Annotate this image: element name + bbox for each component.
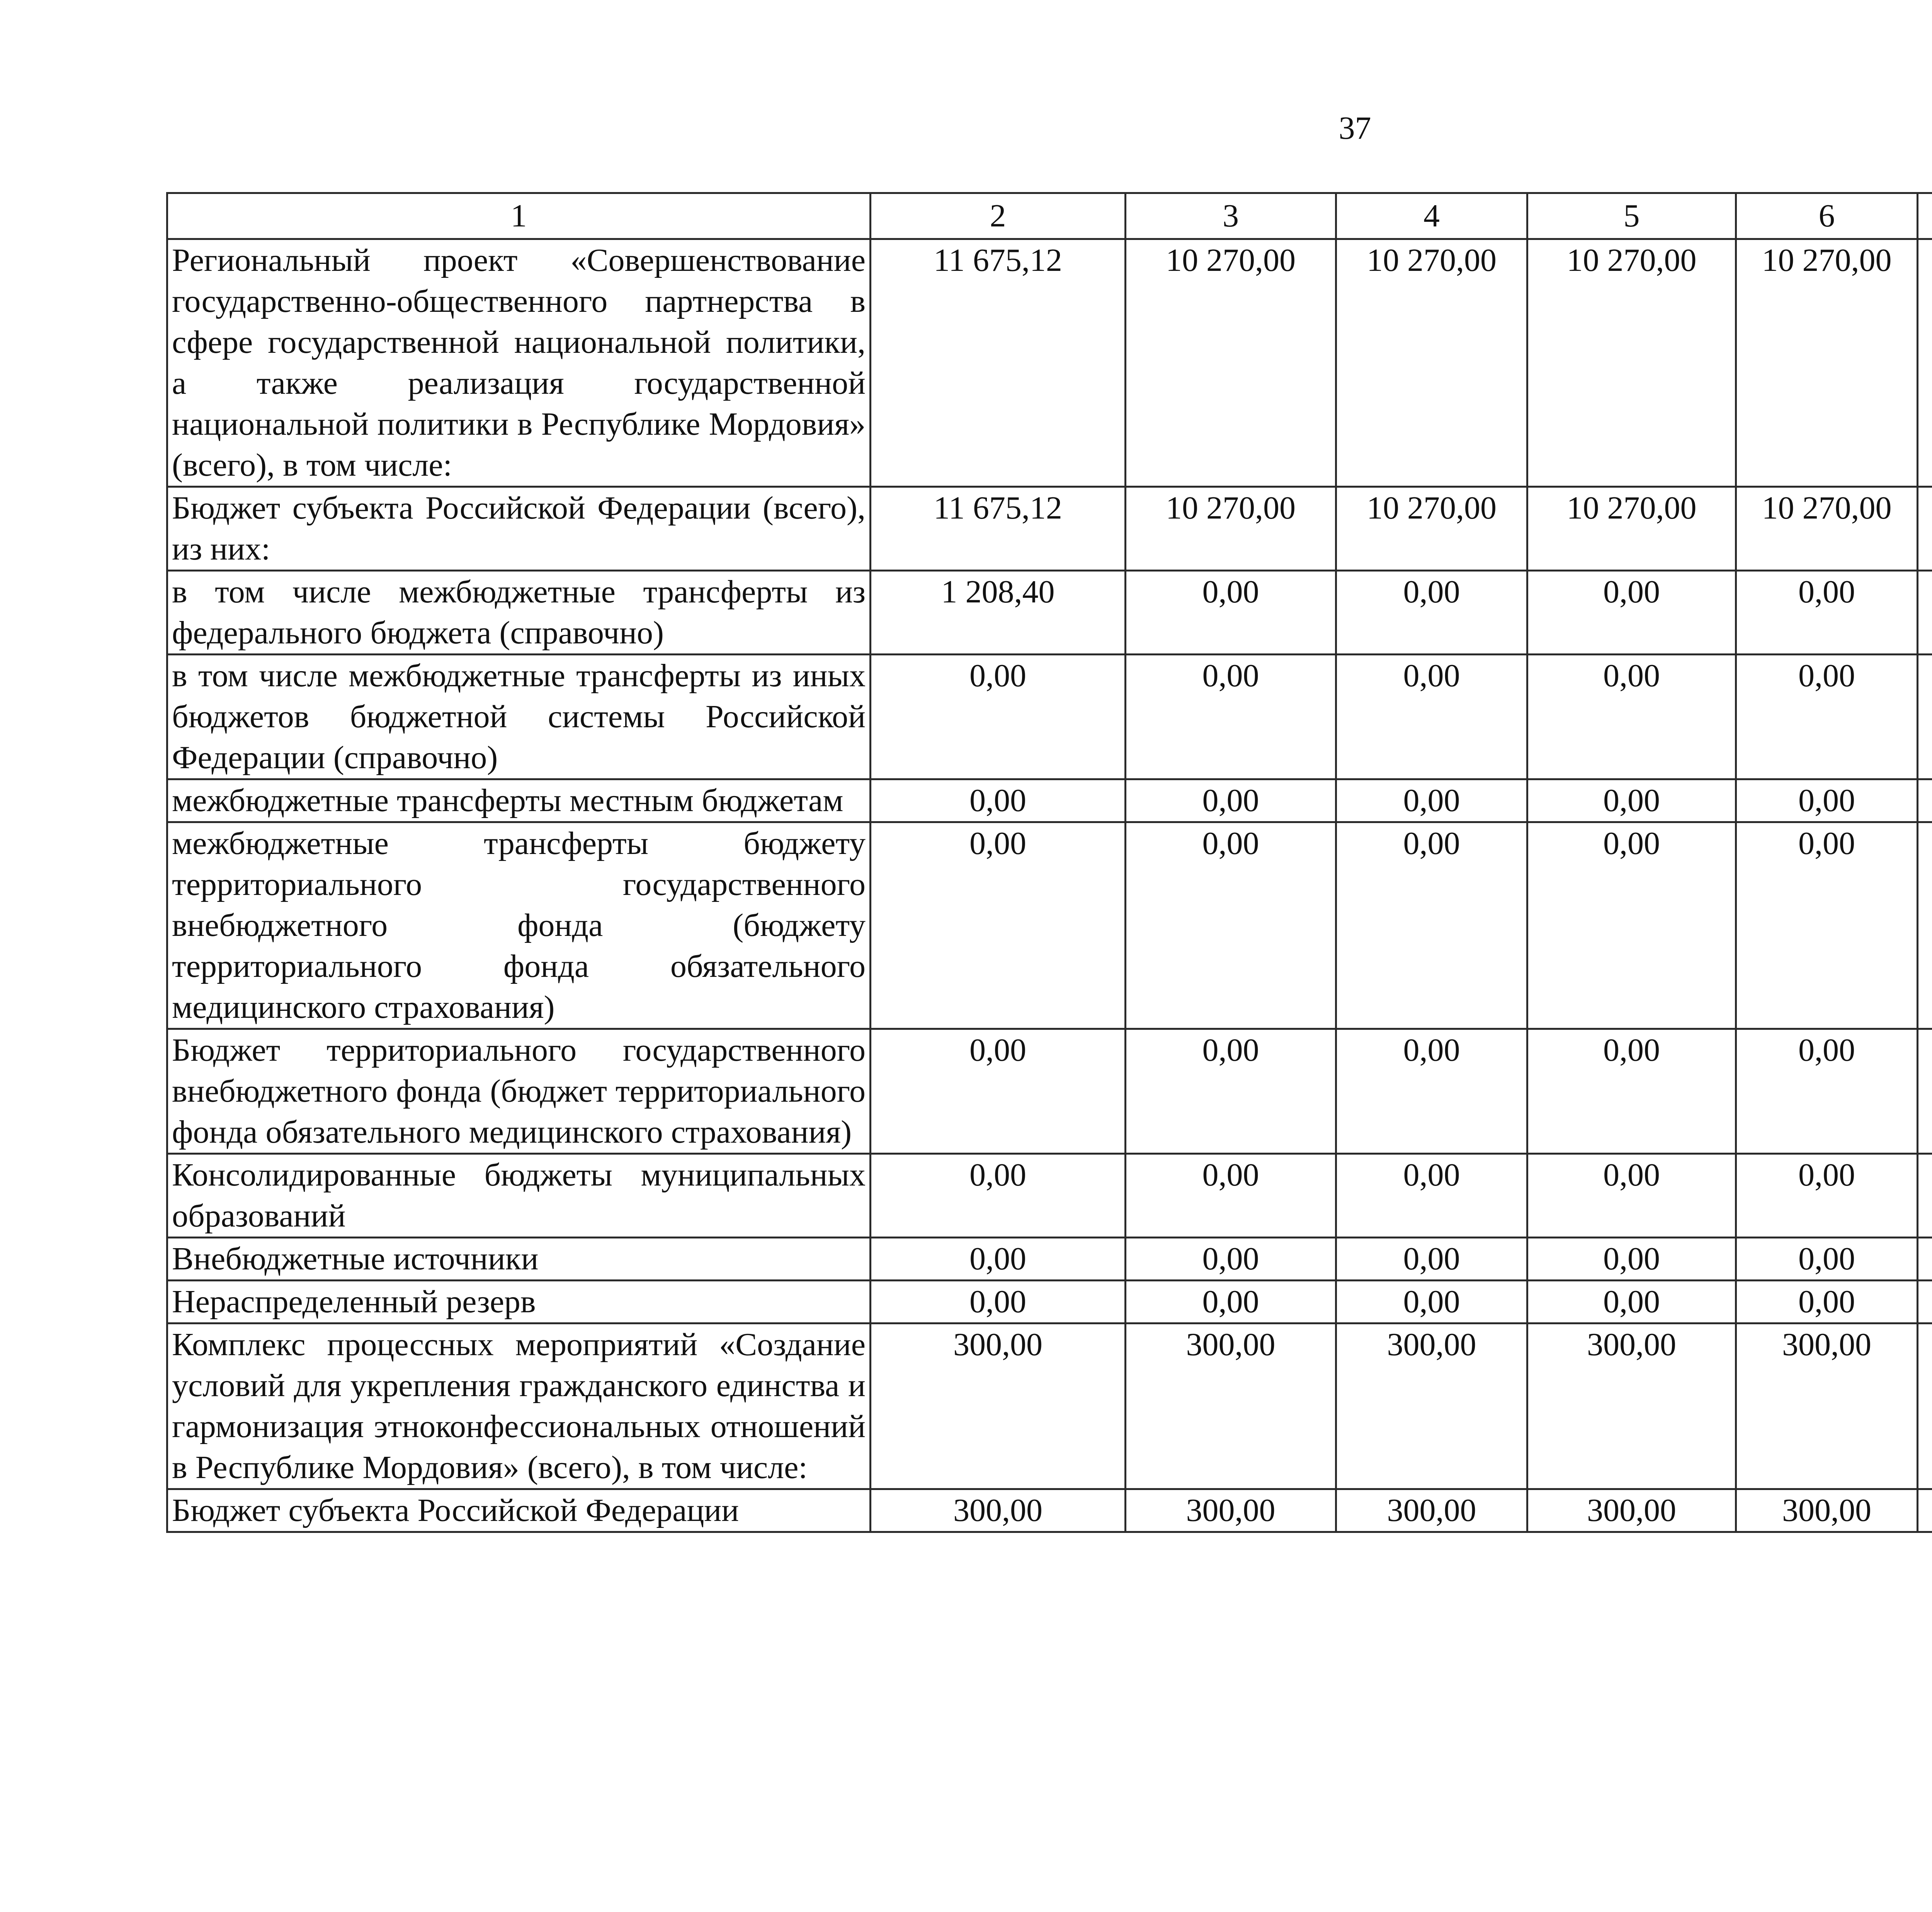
table-row bbox=[167, 1154, 1932, 1238]
table-cell bbox=[1918, 1029, 1932, 1154]
table-cell: 10 270,00 bbox=[1736, 239, 1918, 487]
table-cell: 0,00 bbox=[1336, 779, 1527, 822]
table-row bbox=[167, 487, 1932, 571]
row-label: Бюджет субъекта Российской Федерации (всего), из них: bbox=[167, 487, 871, 571]
table-cell bbox=[1918, 239, 1932, 487]
column-header: 1 bbox=[167, 193, 871, 239]
table-cell: 0,00 bbox=[1336, 571, 1527, 655]
table-row bbox=[167, 779, 1932, 822]
table-cell: 11 675,12 bbox=[871, 487, 1126, 571]
table-cell: 0,00 bbox=[871, 779, 1126, 822]
row-label: Нераспределенный резерв bbox=[167, 1281, 871, 1323]
table-row bbox=[167, 822, 1932, 1029]
column-header: 4 bbox=[1336, 193, 1527, 239]
table-cell: 10 270,00 bbox=[1527, 487, 1736, 571]
table-cell: 0,00 bbox=[1126, 1238, 1336, 1281]
table-cell bbox=[1918, 655, 1932, 779]
table-cell: 300,00 bbox=[1527, 1489, 1736, 1532]
table-cell: 0,00 bbox=[1736, 571, 1918, 655]
table-cell: 300,00 bbox=[1736, 1323, 1918, 1489]
table-cell: 0,00 bbox=[1336, 1154, 1527, 1238]
table-cell: 10 270,00 bbox=[1126, 487, 1336, 571]
table-row bbox=[167, 1029, 1932, 1154]
table-cell: 0,00 bbox=[1736, 1281, 1918, 1323]
row-label: Бюджет территориального государственного внебюджетного фонда (бюджет территориального фонда обязательного медицинского страхования) bbox=[167, 1029, 871, 1154]
table-cell: 0,00 bbox=[871, 822, 1126, 1029]
column-header: 5 bbox=[1527, 193, 1736, 239]
table-cell: 0,00 bbox=[1736, 1238, 1918, 1281]
column-header: 3 bbox=[1126, 193, 1336, 239]
table-cell: 300,00 bbox=[871, 1323, 1126, 1489]
table-cell: 0,00 bbox=[1527, 1029, 1736, 1154]
column-header: 2 bbox=[871, 193, 1126, 239]
table-cell bbox=[1918, 571, 1932, 655]
table-row bbox=[167, 1281, 1932, 1323]
table-row bbox=[167, 239, 1932, 487]
table-cell bbox=[1918, 779, 1932, 822]
table-cell: 0,00 bbox=[1126, 1281, 1336, 1323]
row-label: межбюджетные трансферты местным бюджетам bbox=[167, 779, 871, 822]
row-label: в том числе межбюджетные трансферты из федерального бюджета (справочно) bbox=[167, 571, 871, 655]
table-cell: 0,00 bbox=[1336, 1281, 1527, 1323]
table-cell: 0,00 bbox=[1336, 1029, 1527, 1154]
column-header bbox=[1918, 193, 1932, 239]
page-number: 37 bbox=[1338, 110, 1371, 146]
table-cell: 0,00 bbox=[1736, 779, 1918, 822]
table-cell: 300,00 bbox=[1336, 1489, 1527, 1532]
table-cell bbox=[1918, 1489, 1932, 1532]
table-cell: 0,00 bbox=[1336, 822, 1527, 1029]
table-cell: 0,00 bbox=[1736, 822, 1918, 1029]
table-cell: 0,00 bbox=[1126, 822, 1336, 1029]
table-cell: 10 270,00 bbox=[1527, 239, 1736, 487]
table-cell: 300,00 bbox=[1736, 1489, 1918, 1532]
table-row bbox=[167, 655, 1932, 779]
table-cell: 0,00 bbox=[1527, 571, 1736, 655]
table-cell: 0,00 bbox=[1527, 1281, 1736, 1323]
table-cell: 0,00 bbox=[1736, 1154, 1918, 1238]
table-cell: 0,00 bbox=[1126, 571, 1336, 655]
table-cell: 0,00 bbox=[1126, 655, 1336, 779]
table-row bbox=[167, 1323, 1932, 1489]
table-cell: 0,00 bbox=[1527, 779, 1736, 822]
table-cell bbox=[1918, 1238, 1932, 1281]
table-cell: 300,00 bbox=[1126, 1323, 1336, 1489]
table-cell: 0,00 bbox=[871, 1029, 1126, 1154]
table-cell: 0,00 bbox=[1336, 1238, 1527, 1281]
row-label: Бюджет субъекта Российской Федерации bbox=[167, 1489, 871, 1532]
row-label: Внебюджетные источники bbox=[167, 1238, 871, 1281]
table-cell: 1 208,40 bbox=[871, 571, 1126, 655]
table-cell: 0,00 bbox=[871, 1154, 1126, 1238]
table-row bbox=[167, 571, 1932, 655]
table-cell: 300,00 bbox=[871, 1489, 1126, 1532]
table-cell bbox=[1918, 1154, 1932, 1238]
table-cell: 0,00 bbox=[1527, 1154, 1736, 1238]
table-cell: 10 270,00 bbox=[1736, 487, 1918, 571]
table-cell: 0,00 bbox=[1736, 655, 1918, 779]
table-cell: 0,00 bbox=[1527, 822, 1736, 1029]
row-label: Консолидированные бюджеты муниципальных образований bbox=[167, 1154, 871, 1238]
table-row bbox=[167, 1489, 1932, 1532]
table-cell: 10 270,00 bbox=[1336, 487, 1527, 571]
table-cell: 0,00 bbox=[871, 655, 1126, 779]
row-label: межбюджетные трансферты бюджету территориального государственного внебюджетного фонда (бюджету территориального фонда обязательного медицинского страхования) bbox=[167, 822, 871, 1029]
table-cell: 0,00 bbox=[1736, 1029, 1918, 1154]
table-cell: 300,00 bbox=[1527, 1323, 1736, 1489]
table-cell: 300,00 bbox=[1336, 1323, 1527, 1489]
table-cell bbox=[1918, 822, 1932, 1029]
header-row bbox=[167, 193, 1932, 239]
row-label: в том числе межбюджетные трансферты из иных бюджетов бюджетной системы Российской Федерации (справочно) bbox=[167, 655, 871, 779]
table-cell: 11 675,12 bbox=[871, 239, 1126, 487]
column-header: 6 bbox=[1736, 193, 1918, 239]
table-cell: 0,00 bbox=[1527, 1238, 1736, 1281]
table-row bbox=[167, 1238, 1932, 1281]
table-cell bbox=[1918, 1323, 1932, 1489]
table-cell: 0,00 bbox=[1126, 1154, 1336, 1238]
table-cell: 10 270,00 bbox=[1336, 239, 1527, 487]
table-cell bbox=[1918, 1281, 1932, 1323]
table-cell: 0,00 bbox=[871, 1281, 1126, 1323]
table-cell: 0,00 bbox=[1336, 655, 1527, 779]
table-cell: 0,00 bbox=[1126, 1029, 1336, 1154]
table-cell: 0,00 bbox=[871, 1238, 1126, 1281]
row-label: Региональный проект «Совершенствование государственно-общественного партнерства в сфере государственной национальной политики, а также реализация государственной национальной политики в Республике Мордовия» (всего), в том числе: bbox=[167, 239, 871, 487]
table-cell: 10 270,00 bbox=[1126, 239, 1336, 487]
row-label: Комплекс процессных мероприятий «Создание условий для укрепления гражданского единства и гармонизация этноконфессиональных отношений в Республике Мордовия» (всего), в том числе: bbox=[167, 1323, 871, 1489]
table-cell bbox=[1918, 487, 1932, 571]
budget-table bbox=[166, 192, 1932, 1533]
table-cell: 300,00 bbox=[1126, 1489, 1336, 1532]
table-cell: 0,00 bbox=[1527, 655, 1736, 779]
table-cell: 0,00 bbox=[1126, 779, 1336, 822]
